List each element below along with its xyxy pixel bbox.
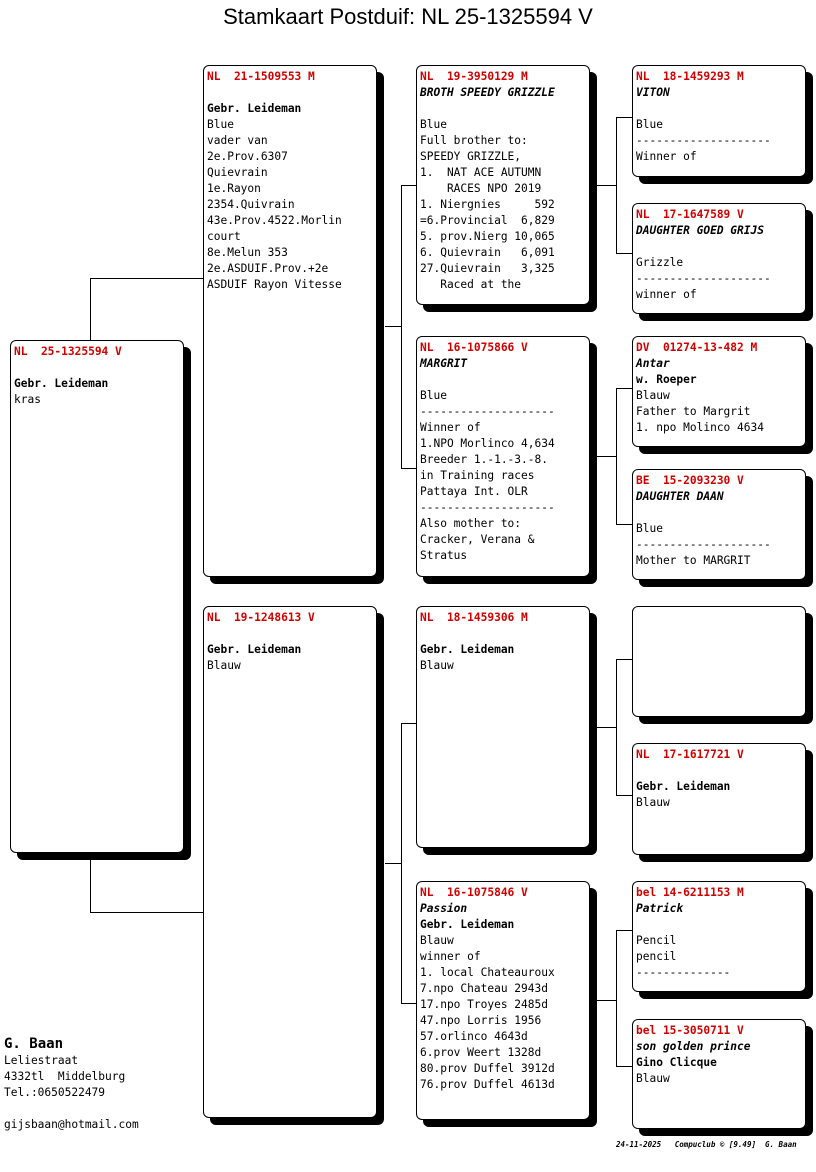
card-line: Gebr. Leideman xyxy=(207,643,302,656)
card-line xyxy=(207,626,373,642)
card-line: 43e.Prov.4522.Morlin xyxy=(207,214,342,227)
card-line: 6.prov Weert 1328d xyxy=(420,1046,542,1059)
card-line: Cracker, Verana & xyxy=(420,533,535,546)
connector xyxy=(597,185,616,186)
card-line: Blauw xyxy=(207,659,241,672)
card-line: winner of xyxy=(420,950,481,963)
card-line: 1.NPO Morlinco 4,634 xyxy=(420,437,555,450)
card-line: Blauw xyxy=(420,659,454,672)
card-line xyxy=(420,372,586,388)
connector xyxy=(616,930,633,931)
connector xyxy=(385,326,401,327)
card-line xyxy=(636,917,802,933)
card-line: vader van xyxy=(207,134,268,147)
card-line: -------------------- xyxy=(636,134,771,147)
card-line: Blauw xyxy=(636,389,670,402)
owner-spacer xyxy=(4,1101,139,1117)
connector xyxy=(616,930,617,1066)
card-line: Blue xyxy=(420,118,447,131)
connector xyxy=(90,278,91,340)
card-line: 5. prov.Nierg 10,065 xyxy=(420,230,555,243)
connector xyxy=(616,524,633,525)
card-line: -------------------- xyxy=(420,405,555,418)
card-line: Patrick xyxy=(636,902,684,915)
card-line xyxy=(207,85,373,101)
card-line: winner of xyxy=(636,288,697,301)
card-line: court xyxy=(207,230,241,243)
card-line: 6. Quievrain 6,091 xyxy=(420,246,555,259)
card-line: pencil xyxy=(636,950,677,963)
card-line: son golden prince xyxy=(636,1040,751,1053)
connector xyxy=(401,468,417,469)
card-line: Blauw xyxy=(636,796,670,809)
owner-street: Leliestraat xyxy=(4,1054,79,1067)
card-line: -------------------- xyxy=(636,538,771,551)
card-line: Gebr. Leideman xyxy=(207,102,302,115)
card-dam[interactable] xyxy=(203,606,377,1118)
card-line: Passion xyxy=(420,902,468,915)
card-line: 2354.Quivrain xyxy=(207,198,295,211)
card-line: DAUGHTER DAAN xyxy=(636,490,724,503)
card-line: Blue xyxy=(636,118,663,131)
card-line: Gebr. Leideman xyxy=(420,643,515,656)
card-line: SPEEDY GRIZZLE, xyxy=(420,150,522,163)
ring-number: NL 17-1617721 V xyxy=(636,748,744,761)
card-dam-dam[interactable] xyxy=(416,881,590,1120)
card-line: Blue xyxy=(636,522,663,535)
card-line: 57.orlinco 4643d xyxy=(420,1030,528,1043)
connector xyxy=(616,659,617,795)
owner-name: G. Baan xyxy=(4,1036,64,1052)
card-line: Blue xyxy=(207,118,234,131)
card-line: 1. NAT ACE AUTUMN xyxy=(420,166,542,179)
connector xyxy=(616,117,617,253)
ring-number: NL 18-1459293 M xyxy=(636,70,744,83)
card-line: BROTH SPEEDY GRIZZLE xyxy=(420,86,555,99)
card-line: VITON xyxy=(636,86,670,99)
card-dds[interactable] xyxy=(632,881,806,992)
card-line: Father to Margrit xyxy=(636,405,751,418)
ring-number: NL 21-1509553 M xyxy=(207,70,315,83)
ring-number: NL 25-1325594 V xyxy=(14,345,122,358)
card-line: Pencil xyxy=(636,934,677,947)
ring-number: NL 19-3950129 M xyxy=(420,70,528,83)
card-line: Gebr. Leideman xyxy=(636,780,731,793)
card-line: Winner of xyxy=(420,421,481,434)
card-line: 1. local Chateauroux xyxy=(420,966,555,979)
connector xyxy=(597,727,616,728)
connector xyxy=(385,863,401,864)
owner-phone: Tel.:0650522479 xyxy=(4,1086,106,1099)
card-line: 2e.ASDUIF.Prov.+2e xyxy=(207,262,329,275)
card-line: Pattaya Int. OLR xyxy=(420,485,528,498)
card-line: 76.prov Duffel 4613d xyxy=(420,1078,555,1091)
connector xyxy=(401,723,417,724)
card-line: -------------------- xyxy=(420,501,555,514)
connector xyxy=(616,795,633,796)
owner-email: gijsbaan@hotmail.com xyxy=(4,1118,139,1131)
connector xyxy=(401,185,417,186)
card-line: Gino Clicque xyxy=(636,1056,717,1069)
card-line: -------------------- xyxy=(636,272,771,285)
card-line: MARGRIT xyxy=(420,357,468,370)
card-line: Raced at the xyxy=(420,278,522,291)
connector xyxy=(616,253,633,254)
card-ddd[interactable] xyxy=(632,1019,806,1129)
card-line: DAUGHTER GOED GRIJS xyxy=(636,224,764,237)
connector xyxy=(90,855,91,912)
card-line: Gebr. Leideman xyxy=(420,918,515,931)
connector xyxy=(616,659,633,660)
card-line: Antar xyxy=(636,357,670,370)
ring-number: NL 17-1647589 V xyxy=(636,208,744,221)
connector xyxy=(616,1066,633,1067)
card-line: Winner of xyxy=(636,150,697,163)
ring-number: NL 16-1075846 V xyxy=(420,886,528,899)
card-dam-sire[interactable] xyxy=(416,606,590,848)
card-line: 27.Quievrain 3,325 xyxy=(420,262,555,275)
card-line: 17.npo Troyes 2485d xyxy=(420,998,548,1011)
ring-number: NL 16-1075866 V xyxy=(420,341,528,354)
owner-info xyxy=(4,1035,139,1133)
connector xyxy=(597,1000,616,1001)
card-dss[interactable] xyxy=(632,606,806,717)
card-line xyxy=(636,505,802,521)
card-sdd[interactable] xyxy=(632,469,806,580)
card-ssd[interactable] xyxy=(632,203,806,314)
card-line: 7.npo Chateau 2943d xyxy=(420,982,548,995)
connector xyxy=(401,185,402,468)
card-line xyxy=(14,360,180,376)
card-sss[interactable] xyxy=(632,65,806,177)
card-line: 1. Niergnies 592 xyxy=(420,198,555,211)
ring-number: NL 18-1459306 M xyxy=(420,611,528,624)
card-line xyxy=(420,626,586,642)
card-line: Breeder 1.-1.-3.-8. xyxy=(420,453,548,466)
card-dsd[interactable] xyxy=(632,743,806,855)
card-line: Blauw xyxy=(636,1072,670,1085)
card-line xyxy=(636,239,802,255)
ring-number: bel 15-3050711 V xyxy=(636,1024,744,1037)
card-line xyxy=(636,763,802,779)
card-sire-sire[interactable] xyxy=(416,65,590,305)
card-line: =6.Provincial 6,829 xyxy=(420,214,555,227)
card-line: 2e.Prov.6307 xyxy=(207,150,288,163)
card-line: RACES NPO 2019 xyxy=(420,182,542,195)
ring-number: NL 19-1248613 V xyxy=(207,611,315,624)
card-line: Also mother to: xyxy=(420,517,522,530)
ring-number: DV 01274-13-482 M xyxy=(636,341,758,354)
card-line: Mother to MARGRIT xyxy=(636,554,751,567)
page-title: Stamkaart Postduif: NL 25-1325594 V xyxy=(223,4,593,29)
connector xyxy=(401,1003,417,1004)
card-line: Full brother to: xyxy=(420,134,528,147)
card-line: kras xyxy=(14,393,41,406)
card-line: Quievrain xyxy=(207,166,268,179)
card-line: Blauw xyxy=(420,934,454,947)
connector xyxy=(90,278,204,279)
card-line: 47.npo Lorris 1956 xyxy=(420,1014,542,1027)
owner-city: 4332tl Middelburg xyxy=(4,1070,126,1083)
footer-credit: 24-11-2025 Compuclub © [9.49] G. Baan xyxy=(616,1140,797,1149)
card-line: Gebr. Leideman xyxy=(14,377,109,390)
card-line: in Training races xyxy=(420,469,535,482)
card-line: -------------- xyxy=(636,966,731,979)
card-line xyxy=(636,101,802,117)
card-subject[interactable] xyxy=(10,340,184,853)
card-line: 1e.Rayon xyxy=(207,182,261,195)
connector xyxy=(616,117,633,118)
connector xyxy=(616,388,633,389)
connector xyxy=(597,456,616,457)
card-line: 8e.Melun 353 xyxy=(207,246,288,259)
card-sire-dam[interactable] xyxy=(416,336,590,577)
card-line: Stratus xyxy=(420,549,468,562)
card-line xyxy=(420,101,586,117)
connector xyxy=(616,388,617,524)
ring-number: BE 15-2093230 V xyxy=(636,474,744,487)
card-line: w. Roeper xyxy=(636,373,697,386)
connector xyxy=(90,912,204,913)
ring-number: bel 14-6211153 M xyxy=(636,886,744,899)
card-line: Blue xyxy=(420,389,447,402)
card-line: Grizzle xyxy=(636,256,684,269)
card-line: ASDUIF Rayon Vitesse xyxy=(207,278,342,291)
card-sds[interactable] xyxy=(632,336,806,447)
card-line: 80.prov Duffel 3912d xyxy=(420,1062,555,1075)
connector xyxy=(401,723,402,1003)
card-sire[interactable] xyxy=(203,65,377,577)
card-line: 1. npo Molinco 4634 xyxy=(636,421,764,434)
